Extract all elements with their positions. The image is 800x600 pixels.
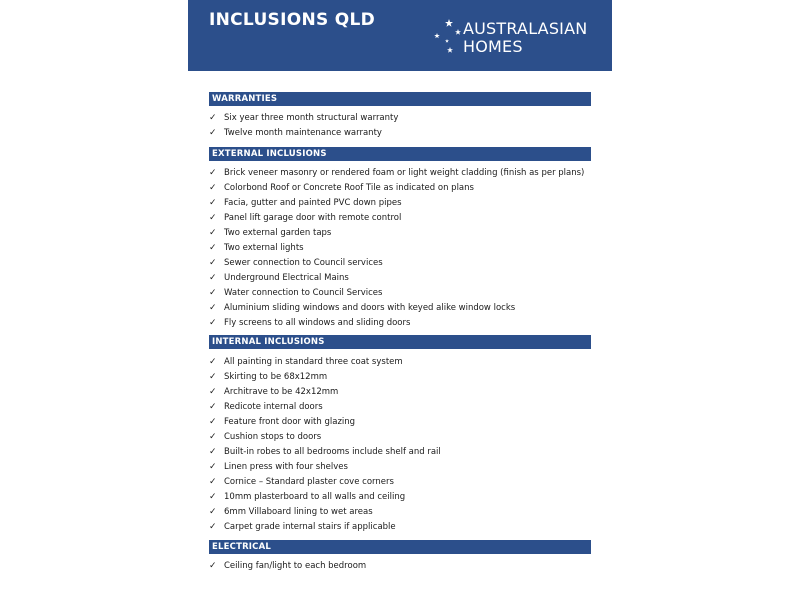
check-icon: ✓ (209, 198, 217, 208)
check-icon: ✓ (209, 288, 217, 298)
list-item: ✓ Linen press with four shelves (209, 460, 599, 475)
check-icon: ✓ (209, 303, 217, 313)
check-icon: ✓ (209, 357, 217, 367)
list-item: ✓ Ceiling fan/light to each bedroom (209, 559, 599, 574)
internal-inclusions-list (209, 355, 599, 535)
list-item: ✓ Sewer connection to Council services (209, 256, 599, 271)
list-item: ✓ Water connection to Council Services (209, 286, 599, 301)
check-icon: ✓ (209, 561, 217, 571)
check-icon: ✓ (209, 273, 217, 283)
section-header-internal-inclusions: INTERNAL INCLUSIONS (209, 335, 591, 349)
list-item: ✓ Skirting to be 68x12mm (209, 370, 599, 385)
check-icon: ✓ (209, 243, 217, 253)
check-icon: ✓ (209, 258, 217, 268)
list-item: ✓ Two external lights (209, 241, 599, 256)
check-icon: ✓ (209, 417, 217, 427)
check-icon: ✓ (209, 168, 217, 178)
check-icon: ✓ (209, 462, 217, 472)
list-item: ✓ Aluminium sliding windows and doors with keyed alike window locks (209, 301, 599, 316)
list-item: ✓ Cushion stops to doors (209, 430, 599, 445)
list-item: ✓ Brick veneer masonry or rendered foam or light weight cladding (finish as per plans) (209, 166, 599, 181)
section-header-electrical: ELECTRICAL (209, 540, 591, 554)
list-item: ✓ Colorbond Roof or Concrete Roof Tile as indicated on plans (209, 181, 599, 196)
list-item: ✓ Cornice – Standard plaster cove corners (209, 475, 599, 490)
section-header-warranties: WARRANTIES (209, 92, 591, 106)
list-item: ✓ Carpet grade internal stairs if applicable (209, 520, 599, 535)
list-item: ✓ Six year three month structural warranty (209, 111, 599, 126)
check-icon: ✓ (209, 113, 217, 123)
list-item: ✓ Underground Electrical Mains (209, 271, 599, 286)
inclusions-document (188, 0, 612, 600)
list-item: ✓ Redicote internal doors (209, 400, 599, 415)
document-title: INCLUSIONS QLD (209, 10, 376, 30)
list-item: ✓ All painting in standard three coat system (209, 355, 599, 370)
list-item: ✓ 6mm Villaboard lining to wet areas (209, 505, 599, 520)
check-icon: ✓ (209, 507, 217, 517)
list-item: ✓ Two external garden taps (209, 226, 599, 241)
check-icon: ✓ (209, 477, 217, 487)
logo-text-line2: HOMES (463, 37, 523, 56)
warranties-list (209, 111, 599, 141)
check-icon: ✓ (209, 387, 217, 397)
check-icon: ✓ (209, 183, 217, 193)
check-icon: ✓ (209, 432, 217, 442)
section-header-external-inclusions: EXTERNAL INCLUSIONS (209, 147, 591, 161)
check-icon: ✓ (209, 372, 217, 382)
check-icon: ✓ (209, 447, 217, 457)
list-item: ✓ Fly screens to all windows and sliding doors (209, 316, 599, 331)
list-item: ✓ Feature front door with glazing (209, 415, 599, 430)
external-inclusions-list (209, 166, 599, 331)
check-icon: ✓ (209, 402, 217, 412)
electrical-list (209, 559, 599, 574)
list-item: ✓ Twelve month maintenance warranty (209, 126, 599, 141)
list-item: ✓ Architrave to be 42x12mm (209, 385, 599, 400)
check-icon: ✓ (209, 213, 217, 223)
header-banner (188, 0, 612, 71)
list-item: ✓ 10mm plasterboard to all walls and ceiling (209, 490, 599, 505)
company-logo (432, 17, 602, 61)
check-icon: ✓ (209, 492, 217, 502)
list-item: ✓ Panel lift garage door with remote control (209, 211, 599, 226)
list-item: ✓ Facia, gutter and painted PVC down pipes (209, 196, 599, 211)
check-icon: ✓ (209, 318, 217, 328)
check-icon: ✓ (209, 522, 217, 532)
check-icon: ✓ (209, 128, 217, 138)
logo-text-line1: AUSTRALASIAN (463, 19, 588, 38)
southern-cross-stars-icon (432, 17, 462, 61)
check-icon: ✓ (209, 228, 217, 238)
list-item: ✓ Built-in robes to all bedrooms include shelf and rail (209, 445, 599, 460)
